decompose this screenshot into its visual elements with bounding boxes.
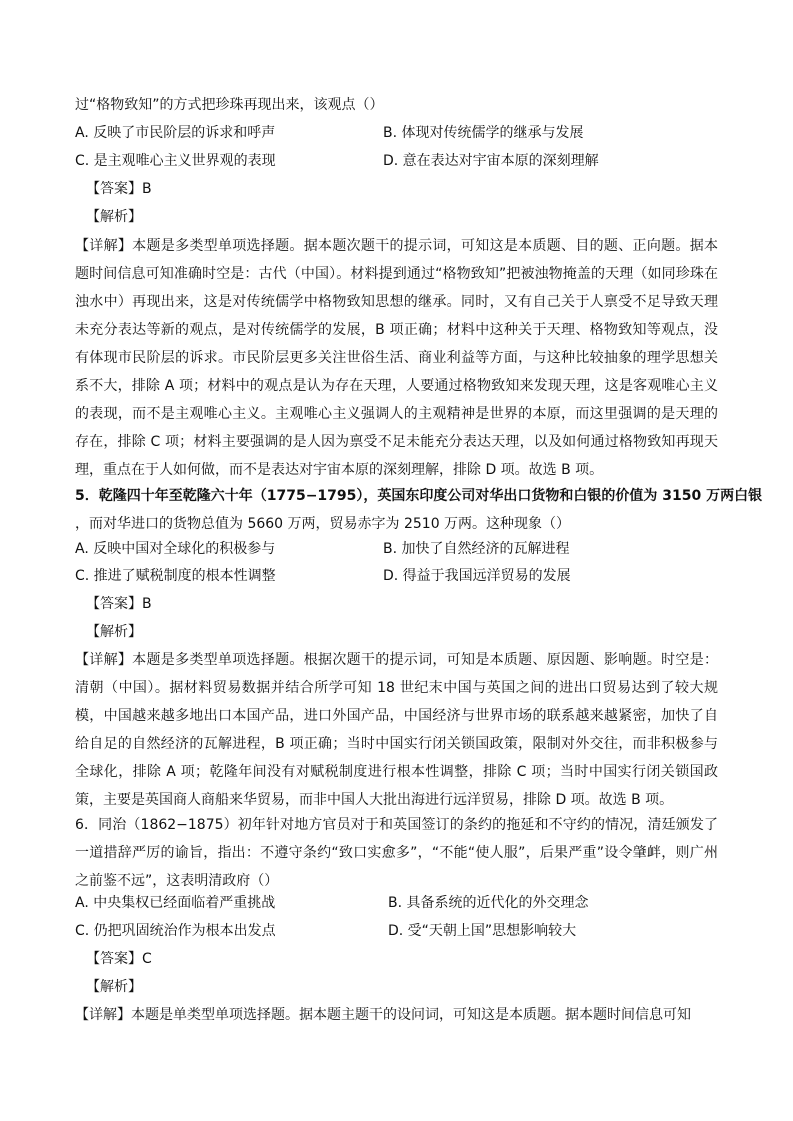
q5-option-d: D. 得益于我国远洋贸易的发展: [383, 568, 571, 584]
q4-analysis-label: 【解析】: [86, 209, 142, 225]
q4-option-c: C. 是主观唯心主义世界观的表现: [75, 153, 276, 169]
q4-stem-tail: 过“格物致知”的方式把珍珠再现出来，该观点（）: [75, 97, 384, 113]
q6-analysis-label: 【解析】: [86, 979, 142, 995]
q4-option-d: D. 意在表达对宇宙本原的深刻理解: [383, 153, 599, 169]
q5-answer: 【答案】B: [86, 596, 152, 612]
q4-option-a: A. 反映了市民阶层的诉求和呼声: [75, 125, 276, 141]
q4-detail: 【详解】本题是多类型单项选择题。据本题次题干的提示词，可知这是本质题、目的题、正向题。据本题时间信息可知准确时空是：古代（中国）。材料提到通过“格物致知”把被浊物掩盖的天理（如同珍珠在浊水中）再现出来，这是对传统儒学中格物致知思想的继承。同时，又有自己关于人禀受不足导致天理未充分表达等新的观点，是对传统儒学的发展，B 项正确；材料中这种关于天理、格物致知等观点，没有体现市民阶层的诉求。市民阶层更多关注世俗生活、商业利益等方面，与这种比较抽象的理学思想关系不大，排除 A 项；材料中的观点是认为存在天理，人要通过格物致知来发现天理，这是客观唯心主义的表现，而不是主观唯心主义。主观唯心主义强调人的主观精神是世界的本原，而这里强调的是天理的存在，排除 C 项；材料主要强调的是人因为禀受不足未能充分表达天理，以及如何通过格物致知再现天理，重点在于人如何做，而不是表达对宇宙本原的深刻理解，排除 D 项。故选 B 项。: [75, 238, 718, 478]
q6-option-b: B. 具备系统的近代化的外交理念: [388, 895, 589, 911]
q6-stem: 6．同治（1862−1875）初年针对地方官员对于和英国签订的条约的拖延和不守约的情况，清廷颁发了一道措辞严厉的谕旨，指出：不遵守条约“致口实愈多”，“不能“使人服”，后果严重”设令肇衅，则广州之前鉴不远”，这表明清政府（）: [75, 817, 718, 889]
q5-stem-line1: 5．乾隆四十年至乾隆六十年（1775−1795），英国东印度公司对华出口货物和白银的价值为 3150 万两白银: [75, 488, 763, 504]
q6-detail: 【详解】本题是单类型单项选择题。据本题主题干的设问词，可知这是本质题。据本题时间信息可知: [75, 1007, 691, 1023]
q6-option-a: A. 中央集权已经面临着严重挑战: [75, 895, 276, 911]
q6-answer: 【答案】C: [86, 951, 152, 967]
q5-option-a: A. 反映中国对全球化的积极参与: [75, 541, 276, 557]
q4-option-b: B. 体现对传统儒学的继承与发展: [383, 125, 584, 141]
q5-option-b: B. 加快了自然经济的瓦解进程: [383, 541, 570, 557]
q5-stem-line2: ，而对华进口的货物总值为 5660 万两，贸易赤字为 2510 万两。这种现象（）: [75, 516, 571, 532]
q5-option-c: C. 推进了赋税制度的根本性调整: [75, 568, 276, 584]
q5-detail: 【详解】本题是多类型单项选择题。根据次题干的提示词，可知是本质题、原因题、影响题。时空是：清朝（中国）。据材料贸易数据并结合所学可知 18 世纪末中国与英国之间的进出口贸易达到了较大规模，中国越来越多地出口本国产品，进口外国产品，中国经济与世界市场的联系越来越紧密，加快了自给自足的自然经济的瓦解进程，B 项正确；当时中国实行闭关锁国政策，限制对外交往，而非积极参与全球化，排除 A 项；乾隆年间没有对赋税制度进行根本性调整，排除 C 项；当时中国实行闭关锁国政策，主要是英国商人商船来华贸易，而非中国人大批出海进行远洋贸易，排除 D 项。故选 B 项。: [75, 652, 718, 808]
q6-option-d: D. 受“天朝上国”思想影响较大: [388, 923, 577, 939]
q6-option-c: C. 仍把巩固统治作为根本出发点: [75, 923, 276, 939]
q4-answer: 【答案】B: [86, 181, 152, 197]
q5-analysis-label: 【解析】: [86, 624, 142, 640]
